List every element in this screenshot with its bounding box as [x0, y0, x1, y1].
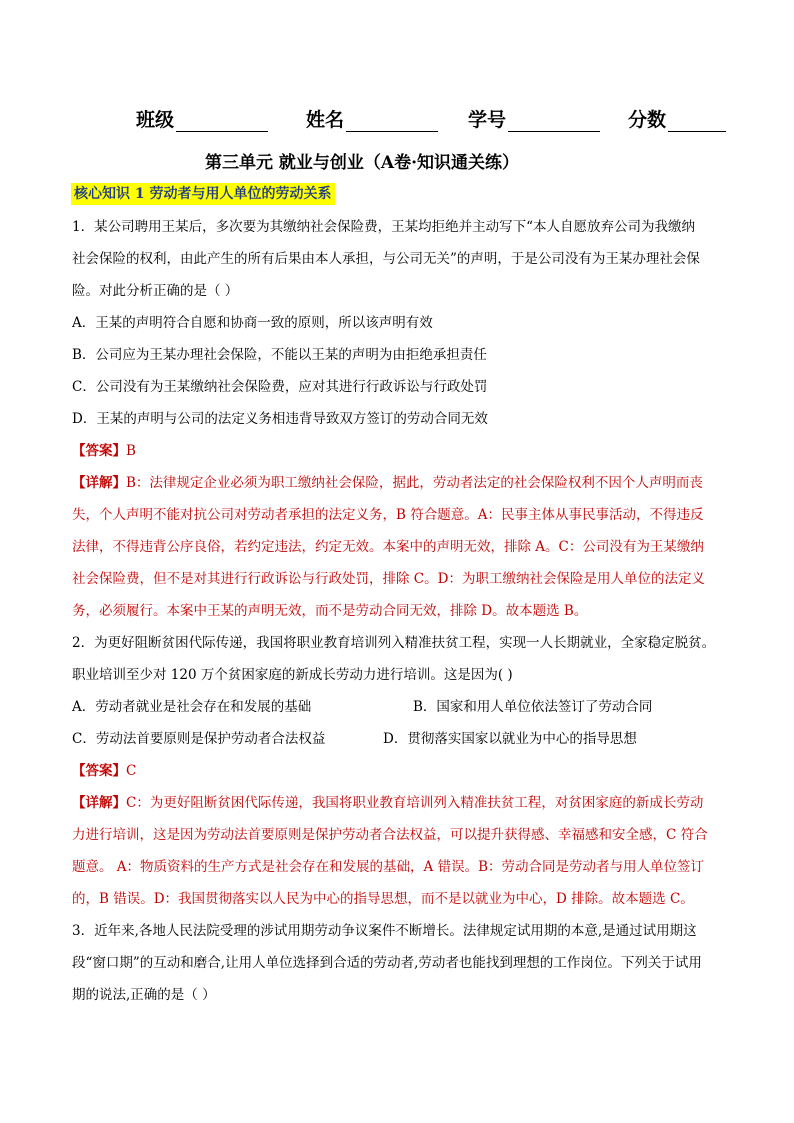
q1-option-b: B．公司应为王某办理社会保险，不能以王某的声明为由拒绝承担责任 — [72, 347, 487, 363]
student-id-blank[interactable] — [508, 111, 600, 132]
detail-tag: 【详解】 — [72, 795, 126, 811]
page-title: 第三单元 就业与创业（A卷·知识通关练） — [205, 153, 520, 173]
name-label: 姓名 — [306, 109, 345, 131]
q3-stem-line-2: 段“窗口期”的互动和磨合,让用人单位选择到合适的劳动者,劳动者也能找到理想的工作岗位。下列关于试用 — [72, 955, 702, 971]
q1-stem-line-2: 社会保险的权利，由此产生的所有后果由本人承担，与公司无关”的声明，于是公司没有为王某办理社会保 — [72, 251, 700, 267]
name-blank[interactable] — [346, 111, 438, 132]
q1-detail-line-5: 务，必须履行。本案中王某的声明无效，而不是劳动合同无效，排除 D。故本题选 B。 — [72, 603, 588, 619]
answer-tag: 【答案】 — [72, 443, 126, 459]
q1-option-c: C．公司没有为王某缴纳社会保险费，应对其进行行政诉讼与行政处罚 — [72, 379, 488, 395]
q2-detail-line-4: 的，B 错误。D：我国贯彻落实以人民为中心的指导思想，而不是以就业为中心，D 排除。故本题选 C。 — [72, 891, 694, 907]
section-heading: 核心知识 1 劳动者与用人单位的劳动关系 — [71, 183, 335, 205]
q1-answer — [72, 441, 732, 461]
student-id-label: 学号 — [468, 109, 507, 131]
q2-detail-line-3: 题意。 A：物质资料的生产方式是社会存在和发展的基础，A 错误。B：劳动合同是劳动者与用人单位签订 — [72, 859, 705, 875]
q2-option-a: A．劳动者就业是社会存在和发展的基础 — [72, 699, 312, 715]
student-info-row — [136, 104, 726, 132]
score-field — [628, 105, 726, 132]
q1-answer-value: B — [126, 443, 136, 459]
q1-stem-line-1: 1．某公司聘用王某后，多次要为其缴纳社会保险费，王某均拒绝并主动写下“本人自愿放弃公司为我缴纳 — [72, 219, 695, 235]
q1-detail-text-1: B：法律规定企业必须为职工缴纳社会保险，据此，劳动者法定的社会保险权利不因个人声明而丧 — [126, 475, 703, 491]
q1-option-a: A．王某的声明符合自愿和协商一致的原则，所以该声明有效 — [72, 315, 433, 331]
q2-detail-text-1: C：为更好阻断贫困代际传递，我国将职业教育培训列入精准扶贫工程，对贫困家庭的新成长劳动 — [126, 795, 704, 811]
q1-detail-line-2: 失，个人声明不能对抗公司对劳动者承担的法定义务，B 符合题意。A：民事主体从事民事活动，不得违反 — [72, 507, 704, 523]
q2-option-c: C．劳动法首要原则是保护劳动者合法权益 — [72, 731, 326, 747]
q1-detail-line-4: 社会保险费，但不是对其进行行政诉讼与行政处罚，排除 C。D：为职工缴纳社会保险是用人单位的法定义 — [72, 571, 705, 587]
q3-stem-line-3: 期的说法,正确的是（ ） — [72, 987, 216, 1003]
q1-detail-line-3: 法律，不得违背公序良俗，若约定违法，约定无效。本案中的声明无效，排除 A。C：公司没有为王某缴纳 — [72, 539, 704, 555]
q2-stem-line-2: 职业培训至少对 120 万个贫困家庭的新成长劳动力进行培训。这是因为( ) — [72, 667, 513, 683]
q2-answer — [72, 761, 732, 781]
score-label: 分数 — [628, 109, 667, 131]
class-label: 班级 — [136, 109, 175, 131]
name-field — [306, 105, 438, 132]
q2-detail-line-1 — [72, 793, 732, 813]
answer-tag: 【答案】 — [72, 763, 126, 779]
q1-detail-line-1 — [72, 473, 732, 493]
q2-option-b: B．国家和用人单位依法签订了劳动合同 — [413, 699, 653, 715]
score-blank[interactable] — [668, 111, 726, 132]
q2-stem-line-1: 2．为更好阻断贫困代际传递，我国将职业教育培训列入精准扶贫工程，实现一人长期就业，全家稳定脱贫。 — [72, 635, 716, 651]
q1-stem-line-3: 险。对此分析正确的是（ ） — [72, 283, 239, 299]
q1-option-d: D．王某的声明与公司的法定义务相违背导致双方签订的劳动合同无效 — [72, 411, 488, 427]
detail-tag: 【详解】 — [72, 475, 126, 491]
q2-detail-line-2: 力进行培训，这是因为劳动法首要原则是保护劳动者合法权益，可以提升获得感、幸福感和安全感，C 符合 — [72, 827, 708, 843]
class-blank[interactable] — [176, 111, 268, 132]
student-id-field — [468, 105, 600, 132]
q2-answer-value: C — [126, 763, 137, 779]
q2-option-d: D．贯彻落实国家以就业为中心的指导思想 — [383, 731, 637, 747]
q3-stem-line-1: 3．近年来,各地人民法院受理的涉试用期劳动争议案件不断增长。法律规定试用期的本意,是通过试用期这 — [72, 923, 697, 939]
class-field — [136, 105, 268, 132]
